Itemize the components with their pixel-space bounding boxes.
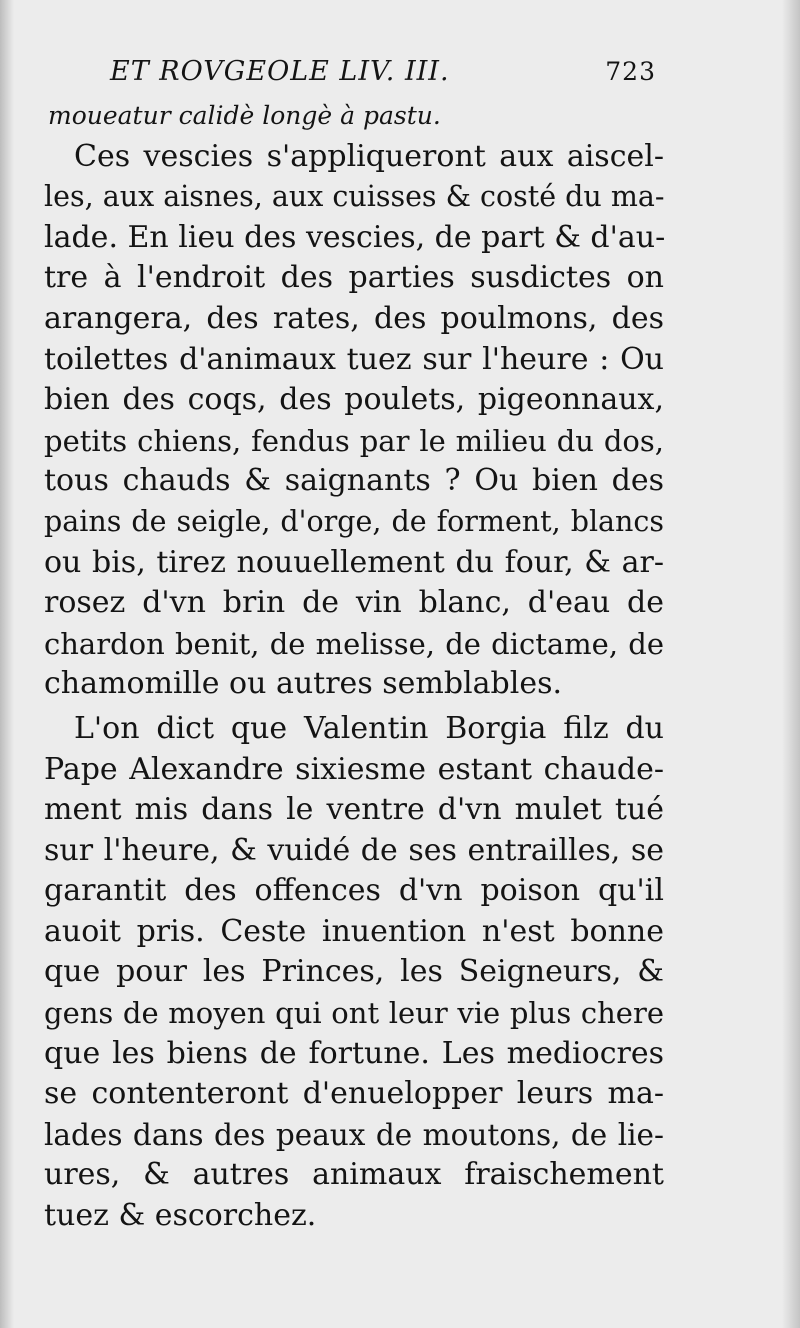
paragraph [44,137,664,705]
paragraph-latin [44,96,664,137]
text-line: Pape Alexandre sixiesme estant chaude- [44,751,664,787]
text-line: ures, & autres animaux fraischement [44,1157,664,1193]
text-line: toilettes d'animaux tuez sur l'heure : Ou [44,341,664,377]
text-line: L'on dict que Valentin Borgia filz du [74,710,664,746]
text-line: que pour les Princes, les Seigneurs, & [44,954,664,990]
text-line: chamomille ou autres semblables. [44,666,563,702]
text-line: lade. En lieu des vescies, de part & d'au- [44,219,666,255]
text-line: auoit pris. Ceste inuention n'est bonne [44,913,664,949]
text-line: se contenteront d'enuelopper leurs ma- [44,1076,664,1112]
text-line: sur l'heure, & vuidé de ses entrailles, se [44,832,664,868]
running-head-title: ET ROVGEOLE LIV. III. [110,56,450,87]
page-edge-shadow-right [782,0,800,1328]
text-block [44,56,664,1237]
paragraph [44,709,664,1237]
text-line: gens de moyen qui ont leur vie plus chere [44,996,664,1031]
text-line: arangera, des rates, des poulmons, des [44,300,664,336]
text-line: bien des coqs, des poulets, pigeonnaux, [44,382,664,418]
text-line: petits chiens, fendus par le milieu du dos, [44,423,664,458]
text-line: moueatur calidè longè à pastu. [48,101,441,130]
text-line: chardon benit, de melisse, de dictame, de [44,626,664,661]
text-line: ment mis dans le ventre d'vn mulet tué [44,792,664,828]
page-number: 723 [605,57,656,86]
text-line: tous chauds & saignants ? Ou bien des [44,463,664,499]
text-line: les, aux aisnes, aux cuisses & costé du ma- [44,180,665,214]
text-line: rosez d'vn brin de vin blanc, d'eau de [44,585,664,621]
text-line: ou bis, tirez nouuellement du four, & ar- [44,544,664,580]
text-line: tre à l'endroit des parties susdictes on [44,260,664,296]
text-line: tuez & escorchez. [44,1198,317,1234]
page-edge-shadow-left [0,0,14,1328]
text-line: garantit des offences d'vn poison qu'il [44,873,664,909]
text-line: que les biens de fortune. Les mediocres [44,1035,664,1071]
running-head [44,56,664,96]
text-line: Ces vescies s'appliqueront aux aiscel- [74,138,664,174]
text-line: pains de seigle, d'orge, de forment, blancs [44,504,664,538]
text-line: lades dans des peaux de moutons, de lie- [44,1117,664,1152]
